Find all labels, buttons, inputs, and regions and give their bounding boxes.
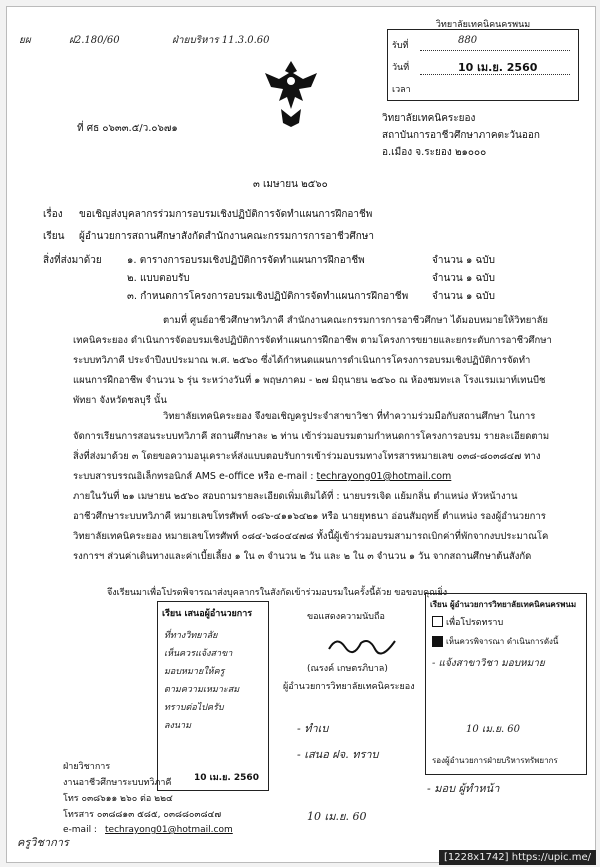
subject-label: เรื่อง xyxy=(43,209,63,220)
garuda-emblem-icon xyxy=(259,57,323,129)
left-hand-3: มอบหมายให้ครู xyxy=(164,667,225,677)
time-label: เวลา xyxy=(392,85,411,95)
date-label: วันที่ xyxy=(392,63,410,73)
date-line: ๓ เมษายน ๒๕๖๐ xyxy=(253,179,328,190)
right-role: รองผู้อำนวยการฝ่ายบริหารทรัพยากร xyxy=(432,756,558,765)
footer-email-label: e-mail : xyxy=(63,825,97,835)
bottom-hand-5: - มอบ ผู้ทำหน้า xyxy=(427,782,500,795)
right-hand-1: - แจ้งสาขาวิชา มอบหมาย xyxy=(432,658,545,669)
routing-left-title: เรียน เสนอผู้อำนวยการ xyxy=(162,609,253,619)
email-link-1[interactable]: techrayong01@hotmail.com xyxy=(316,471,452,482)
signature-mark-icon xyxy=(327,633,397,655)
left-box-date: 10 เม.ย. 2560 xyxy=(194,773,259,783)
closing: จึงเรียนมาเพื่อโปรดพิจารณาส่งบุคลากรในสังกัดเข้าร่วมอบรมในครั้งนี้ด้วย ขอขอบคุณยิ่ง xyxy=(107,588,448,598)
footer-fax: โทรสาร ๐๓๘๘๑๓ ๕๘๕, ๐๓๘๘๐๓๘๔๗ xyxy=(63,810,222,820)
received-label: รับที่ xyxy=(392,41,409,51)
footer-dept: ฝ่ายวิชาการ xyxy=(63,762,111,772)
sender-line-1: วิทยาลัยเทคนิคระยอง xyxy=(382,113,476,124)
sender-line-2: สถาบันการอาชีวศึกษาภาคตะวันออก xyxy=(382,130,540,141)
bottom-hand-4: 10 เม.ย. 60 xyxy=(307,810,367,823)
checkbox-opt1[interactable] xyxy=(432,616,443,627)
attachment-1: ๑. ตารางการอบรมเชิงปฏิบัติการจัดทำแผนการฝึกอาชีพ xyxy=(127,255,365,266)
option-1: เพื่อโปรดทราบ xyxy=(446,618,504,628)
top-left-tag: ยผ xyxy=(19,35,31,46)
signer-title: ผู้อำนวยการวิทยาลัยเทคนิคระยอง xyxy=(283,682,415,692)
bottom-hand-2: - เสนอ ฝจ. ทราบ xyxy=(297,748,379,761)
addressee: ผู้อำนวยการสถานศึกษาสังกัดสำนักงานคณะกรรมการการอาชีวศึกษา xyxy=(79,231,374,242)
footer-unit: งานอาชีวศึกษาระบบทวิภาคี xyxy=(63,778,172,788)
top-left-number: ฝ2.180/60 xyxy=(69,35,120,46)
routing-box-right xyxy=(425,593,587,775)
option-2: เห็นควรพิจารณา ดำเนินการดังนี้ xyxy=(446,637,559,646)
received-no: 880 xyxy=(458,35,478,46)
routing-box-left xyxy=(157,601,269,791)
attachment-3: ๓. กำหนดการโครงการอบรมเชิงปฏิบัติการจัดทำแผนการฝึกอาชีพ xyxy=(127,291,409,302)
document-page xyxy=(6,6,596,863)
left-hand-2: เห็นควรแจ้งสาขา xyxy=(164,649,233,659)
paragraph-2-text: วิทยาลัยเทคนิคระยอง จึงขอเชิญครูประจำสาขาวิชา ที่ทำความร่วมมือกับสถานศึกษา ในการจัดการเรียนการสอนระบบทวิภาคี สถานศึกษาละ ๒ ท่าน เข้าร่วมอบรมตามกำหนดการโครงการอบรม รายละเอียดตามสิ่งที่ส่งมาด้วย ๓ โดยขอความอนุเคราะห์ส่งแบบตอบรับการเข้าร่วมอบรมทางโทรสารหมายเลข ๐๓๘-๘๐๓๘๔๗ ทางระบบสารบรรณอิเล็กทรอนิกส์ AMS e-office หรือ e-mail : xyxy=(73,411,550,482)
received-date: 10 เม.ย. 2560 xyxy=(458,61,538,74)
attachment-1-qty: จำนวน ๑ ฉบับ xyxy=(432,255,495,266)
routing-right-title: เรียน ผู้อำนวยการวิทยาลัยเทคนิคนครพนม xyxy=(430,600,577,609)
left-hand-6: ลงนาม xyxy=(164,721,192,731)
salutation: ขอแสดงความนับถือ xyxy=(307,612,385,622)
paragraph-1: ตามที่ ศูนย์อาชีวศึกษาทวิภาคี สำนักงานคณะกรรมการการอาชีวศึกษา ได้มอบหมายให้วิทยาลัยเทคนิคระยอง ดำเนินการจัดอบรมเชิงปฏิบัติการจัดทำแผนการฝึกอาชีพ ตามโครงการขยายและยกระดับการอาชีวศึกษาระบบทวิภาคี ประจำปีงบประมาณ พ.ศ. ๒๕๖๐ ซึ่งได้กำหนดแผนการดำเนินการโครงการอบรมเชิงปฏิบัติการจัดทำแผนการฝึกอาชีพ จำนวน ๖ รุ่น ระหว่างวันที่ ๑ พฤษภาคม - ๒๗ มิถุนายน ๒๕๖๐ ณ ห้องชมทะเล โรงแรมเมาท์เทนบีช พัทยา จังหวัดชลบุรี นั้น xyxy=(73,315,552,406)
checkbox-opt2[interactable] xyxy=(432,636,443,647)
watermark: [1228x1742] https://upic.me/ xyxy=(439,850,596,865)
left-hand-5: ทราบต่อไปครับ xyxy=(164,703,224,713)
top-left-note: ฝ่ายบริหาร 11.3.0.60 xyxy=(172,35,270,46)
receive-stamp xyxy=(387,20,579,101)
footer-phone: โทร ๐๓๘๖๑๑ ๒๖๐ ต่อ ๒๒๔ xyxy=(63,794,173,804)
left-hand-4: ตามความเหมาะสม xyxy=(164,685,240,695)
paragraph-2 xyxy=(73,407,553,487)
bottom-hand-3: ครูวิชาการ xyxy=(17,836,69,849)
bottom-hand-1: - ทำเบ xyxy=(297,722,329,735)
sender-line-3: อ.เมือง จ.ระยอง ๒๑๐๐๐ xyxy=(382,147,487,158)
footer-email[interactable]: techrayong01@hotmail.com xyxy=(105,825,233,835)
attach-label: สิ่งที่ส่งมาด้วย xyxy=(43,255,102,266)
receive-org: วิทยาลัยเทคนิคนครพนม xyxy=(435,20,531,30)
attachment-2-qty: จำนวน ๑ ฉบับ xyxy=(432,273,495,284)
attachment-3-qty: จำนวน ๑ ฉบับ xyxy=(432,291,495,302)
doc-number: ที่ ศธ ๐๖๓๓.๕/ว.๐๖๗๑ xyxy=(77,123,178,134)
paragraph-2-continued: ภายในวันที่ ๒๑ เมษายน ๒๕๖๐ สอบถามรายละเอียดเพิ่มเติมได้ที่ : นายบรรเจิด แย้มกลิ่น ตำแหน่ง หัวหน้างานอาชีวศึกษาระบบทวิภาคี หมายเลขโทรศัพท์ ๐๘๖-๔๑๑๖๔๒๑ หรือ นายยุทธนา อ่อนสัมฤทธิ์ ตำแหน่ง รองผู้อำนวยการวิทยาลัยเทคนิคระยอง หมายเลขโทรศัพท์ ๐๘๔-๖๘๐๔๔๗๘ ทั้งนี้ผู้เข้าร่วมอบรมสามารถเบิกค่าที่พักจากงบประมาณโครงการฯ ส่วนค่าเดินทางและค่าเบี้ยเลี้ยง ๑ ใน ๓ จำนวน ๒ วัน และ ๒ ใน ๓ จำนวน ๑ วัน จากสถานศึกษาต้นสังกัด xyxy=(73,491,549,562)
left-hand-1: ที่ทางวิทยาลัย xyxy=(164,631,218,641)
attachment-2: ๒. แบบตอบรับ xyxy=(127,273,190,284)
subject: ขอเชิญส่งบุคลากรร่วมการอบรมเชิงปฏิบัติการจัดทำแผนการฝึกอาชีพ xyxy=(79,209,373,220)
signer-name: (ณรงค์ เกษตรภิบาล) xyxy=(307,664,388,674)
right-hand-2: 10 เม.ย. 60 xyxy=(466,724,521,735)
to-label: เรียน xyxy=(43,231,65,242)
